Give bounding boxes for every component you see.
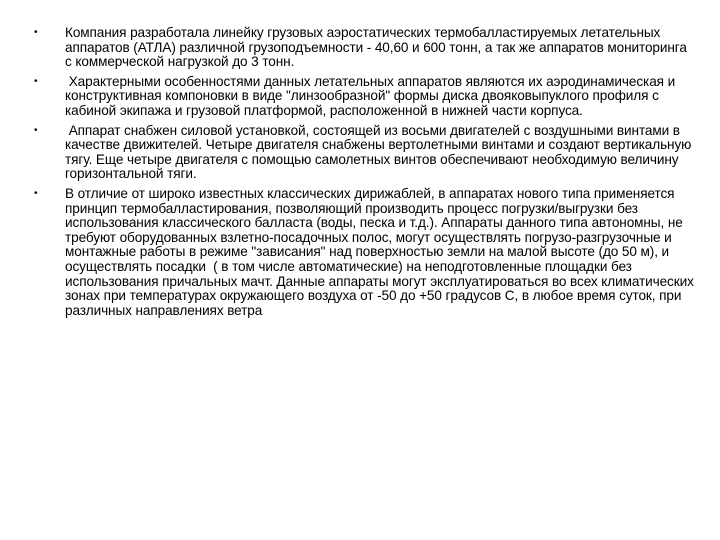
bullet-text: В отличие от широко известных классических дирижаблей, в аппаратах нового типа применяется принцип термобалластирования, позволяющий производить процесс погрузки/выгрузки без использования классического балласта (воды, песка и т.д.). Аппараты данного типа автономны, не требуют оборудованных взлетно-посадочных полос, могут осуществлять погрузо-разгрузочные и монтажные работы в режиме "зависания" над поверхностью земли на малой высоте (до 50 м), и осуществлять посадки ( в том числе автоматические) на неподготовленные площадки без использования причальных мачт. Данные аппараты могут эксплуатироваться во всех климатических зонах при температурах окружающего воздуха от -50 до +50 градусов С, в любое время суток, при различных направлениях ветра (65, 185, 698, 318)
bullet-icon: • (34, 75, 38, 87)
bullet-item (30, 75, 694, 119)
bullet-item (30, 124, 694, 182)
bullet-text: Компания разработала линейку грузовых аэростатических термобалластируемых летательных аппаратов (АТЛА) различной грузоподъемности - 40,60 и 600 тонн, а так же аппаратов мониторинга с коммерческой нагрузкой до 3 тонн. (65, 25, 691, 70)
bullet-item (30, 185, 698, 318)
bullet-text: Характерными особенностями данных летательных аппаратов являются их аэродинамическая и конструктивная компоновки в виде "линзообразной" формы диска двояковыпуклого профиля с кабиной экипажа и грузовой платформой, расположенной в нижней части корпуса. (65, 73, 679, 118)
bullet-item (30, 26, 694, 70)
bullet-icon: • (34, 27, 38, 38)
bullet-list (30, 25, 698, 323)
bullet-icon: • (34, 187, 38, 199)
bullet-text: Аппарат снабжен силовой установкой, состоящей из восьми двигателей с воздушными винтами в качестве движителей. Четыре двигателя снабжены вертолетными винтами и создают вертикальную тягу. Еще четыре двигателя с помощью самолетных винтов обеспечивают необходимую величину горизонтальной тяги. (65, 122, 695, 182)
bullet-icon: • (34, 124, 38, 136)
